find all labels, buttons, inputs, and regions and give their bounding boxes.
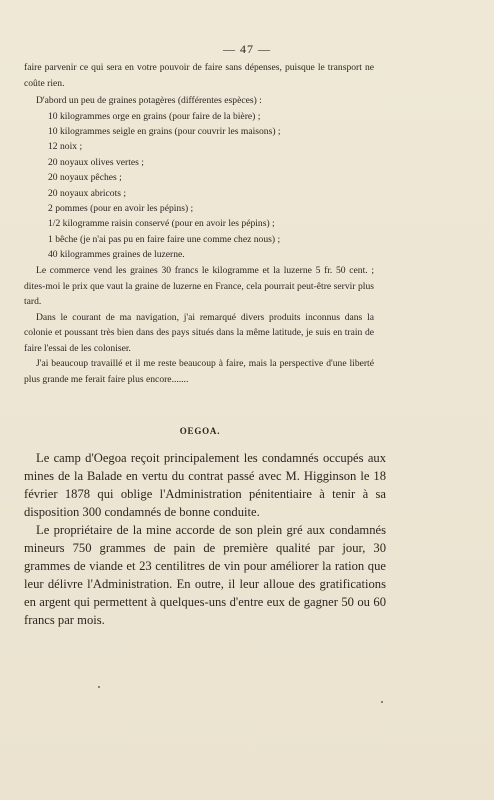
- oegoa-section: [24, 449, 386, 629]
- paragraph-proprietaire: Le propriétaire de la mine accorde de son plein gré aux condamnés mineurs 750 grammes de pain de première qualité par jour, 30 grammes de viande et 23 centilitres de vin pour améliorer la ration que leur délivre l'Administration. En outre, il leur alloue des gratifications en argent qui permettent à quelques-uns d'entre eux de gagner 50 ou 60 francs par mois.: [24, 523, 386, 627]
- seed-list: [24, 109, 374, 263]
- intro-paragraph: [24, 60, 374, 91]
- paragraph-commerce: Le commerce vend les graines 30 francs le kilogramme et la luzerne 5 fr. 50 cent. ; dites-moi le prix que vaut la graine de luzerne en France, cela pourrait peut-être servir plus tard.: [24, 265, 374, 307]
- paragraph-travail: J'ai beaucoup travaillé et il me reste beaucoup à faire, mais la perspective d'une liberté plus grande me ferait faire plus encore.......: [24, 358, 374, 385]
- page-number: — 47 —: [223, 42, 271, 56]
- section-title: OEGOA.: [179, 426, 221, 436]
- list-item: 1/2 kilogramme raisin conservé (pour en avoir les pépins) ;: [48, 218, 275, 230]
- list-item: 2 pommes (pour en avoir les pépins) ;: [48, 202, 194, 214]
- paragraph-camp: Le camp d'Oegoa reçoit principalement les condamnés occupés aux mines de la Balade en vertu du contrat passé avec M. Higginson le 18 février 1878 qui oblige l'Administration pénitentiaire à tenir à sa disposition 300 condamnés de bonne conduite.: [24, 451, 386, 519]
- body-paragraphs: [24, 263, 374, 387]
- list-item: 12 noix ;: [48, 141, 83, 153]
- paper-speck: [98, 686, 100, 688]
- list-lead: D'abord un peu de graines potagères (différentes espèces) :: [36, 95, 262, 106]
- seed-list-section: [24, 93, 374, 263]
- intro-text: faire parvenir ce qui sera en votre pouvoir de faire sans dépenses, puisque le transport ne coûte rien.: [24, 62, 374, 89]
- list-item: 10 kilogrammes orge en grains (pour faire de la bière) ;: [48, 110, 261, 122]
- list-item: 20 noyaux olives vertes ;: [48, 156, 144, 168]
- paper-speck: [381, 701, 383, 703]
- paragraph-navigation: Dans le courant de ma navigation, j'ai remarqué divers produits inconnus dans la colonie et poussant très bien dans des pays situés dans la même latitude, je suis en train de faire l'essai de les coloniser.: [24, 311, 374, 354]
- list-item: 20 noyaux pêches ;: [48, 172, 122, 184]
- list-item: 20 noyaux abricots ;: [48, 187, 127, 199]
- list-item: 40 kilogrammes graines de luzerne.: [48, 249, 185, 261]
- list-item: 10 kilogrammes seigle en grains (pour couvrir les maisons) ;: [48, 125, 281, 137]
- list-item: 1 bêche (je n'ai pas pu en faire faire une comme chez nous) ;: [48, 233, 281, 245]
